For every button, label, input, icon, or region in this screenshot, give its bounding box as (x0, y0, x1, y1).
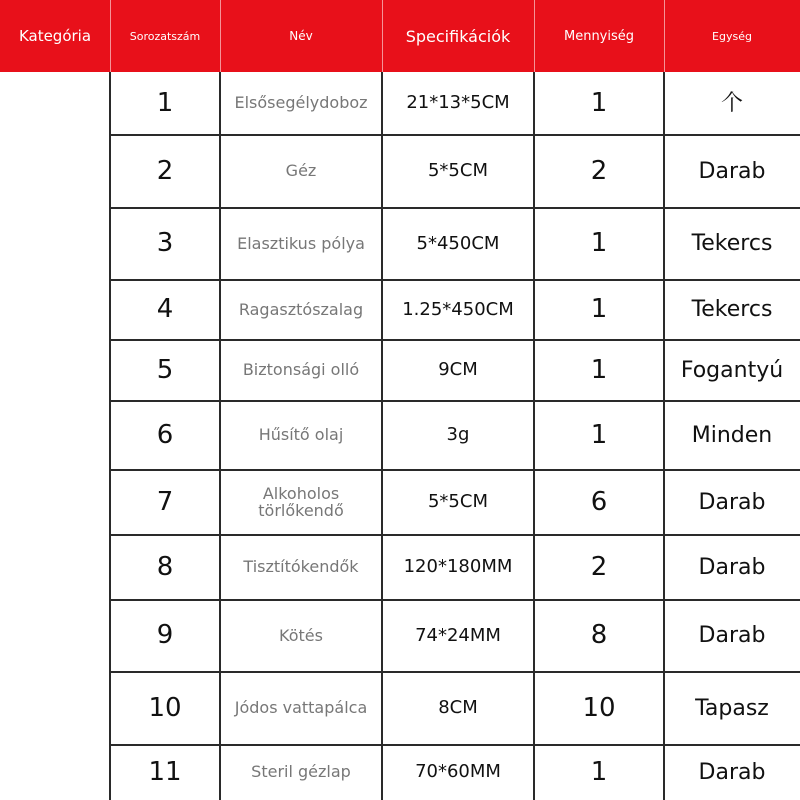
qty-cell: 1 (590, 419, 608, 450)
name-cell: Biztonsági olló (242, 360, 360, 380)
serial-cell: 11 (148, 756, 182, 787)
spec-cell: 3g (446, 424, 470, 446)
qty-cell: 1 (590, 756, 608, 787)
qty-cell: 1 (590, 294, 608, 325)
name-cell: Ragasztószalag (238, 299, 364, 319)
serial-cell: 4 (156, 294, 174, 325)
name-cell: Géz (285, 161, 317, 181)
serial-cell: 3 (156, 228, 174, 259)
name-cell: Jódos vattapálca (234, 698, 368, 718)
unit-cell: Tekercs (691, 297, 773, 323)
spec-cell: 5*450CM (416, 232, 500, 254)
serial-cell: 8 (156, 551, 174, 582)
qty-cell: 1 (590, 228, 608, 259)
name-cell: Hűsítő olaj (258, 425, 344, 445)
unit-cell: Minden (691, 422, 773, 448)
unit-cell: Tekercs (691, 231, 773, 257)
spec-cell: 120*180MM (403, 556, 513, 578)
header-serial: Sorozatszám (129, 29, 201, 43)
name-cell: Alkoholos törlőkendő (258, 483, 344, 520)
qty-cell: 8 (590, 620, 608, 651)
qty-cell: 1 (590, 354, 608, 385)
header-qty: Mennyiség (563, 28, 635, 44)
spec-cell: 1.25*450CM (402, 298, 514, 320)
spec-cell: 70*60MM (415, 761, 501, 783)
serial-cell: 5 (156, 354, 174, 385)
unit-cell: Darab (698, 759, 766, 785)
table-header (0, 0, 800, 72)
spec-cell: 8CM (438, 697, 478, 719)
serial-cell: 7 (156, 486, 174, 517)
spec-cell: 21*13*5CM (406, 92, 510, 114)
unit-cell: Darab (698, 554, 766, 580)
header-category: Kategória (18, 27, 92, 45)
spec-cell: 5*5CM (427, 160, 488, 182)
name-cell: Steril gézlap (251, 762, 351, 782)
serial-cell: 1 (156, 87, 174, 118)
qty-cell: 10 (582, 692, 616, 723)
qty-cell: 1 (590, 87, 608, 118)
unit-cell: Darab (698, 489, 766, 515)
spec-cell: 74*24MM (415, 624, 501, 646)
unit-cell: Tapasz (695, 695, 769, 721)
header-name: Név (289, 29, 313, 43)
name-cell: Kötés (279, 625, 323, 645)
serial-cell: 2 (156, 155, 174, 186)
qty-cell: 6 (590, 486, 608, 517)
name-cell: Elasztikus pólya (237, 233, 365, 253)
serial-cell: 9 (156, 620, 174, 651)
category-column (0, 72, 110, 800)
serial-cell: 10 (148, 692, 182, 723)
spec-cell: 9CM (438, 359, 478, 381)
unit-cell: Darab (698, 623, 766, 649)
unit-cell: Darab (698, 158, 766, 184)
qty-cell: 2 (590, 155, 608, 186)
unit-cell: Fogantyú (680, 357, 784, 383)
name-cell: Tisztítókendők (243, 557, 359, 577)
unit-cell: 个 (720, 90, 743, 116)
header-unit: Egység (712, 29, 752, 43)
qty-cell: 2 (590, 551, 608, 582)
header-spec: Specifikációk (405, 26, 511, 46)
serial-cell: 6 (156, 419, 174, 450)
spec-cell: 5*5CM (427, 491, 488, 513)
name-cell: Elsősegélydoboz (234, 93, 368, 113)
